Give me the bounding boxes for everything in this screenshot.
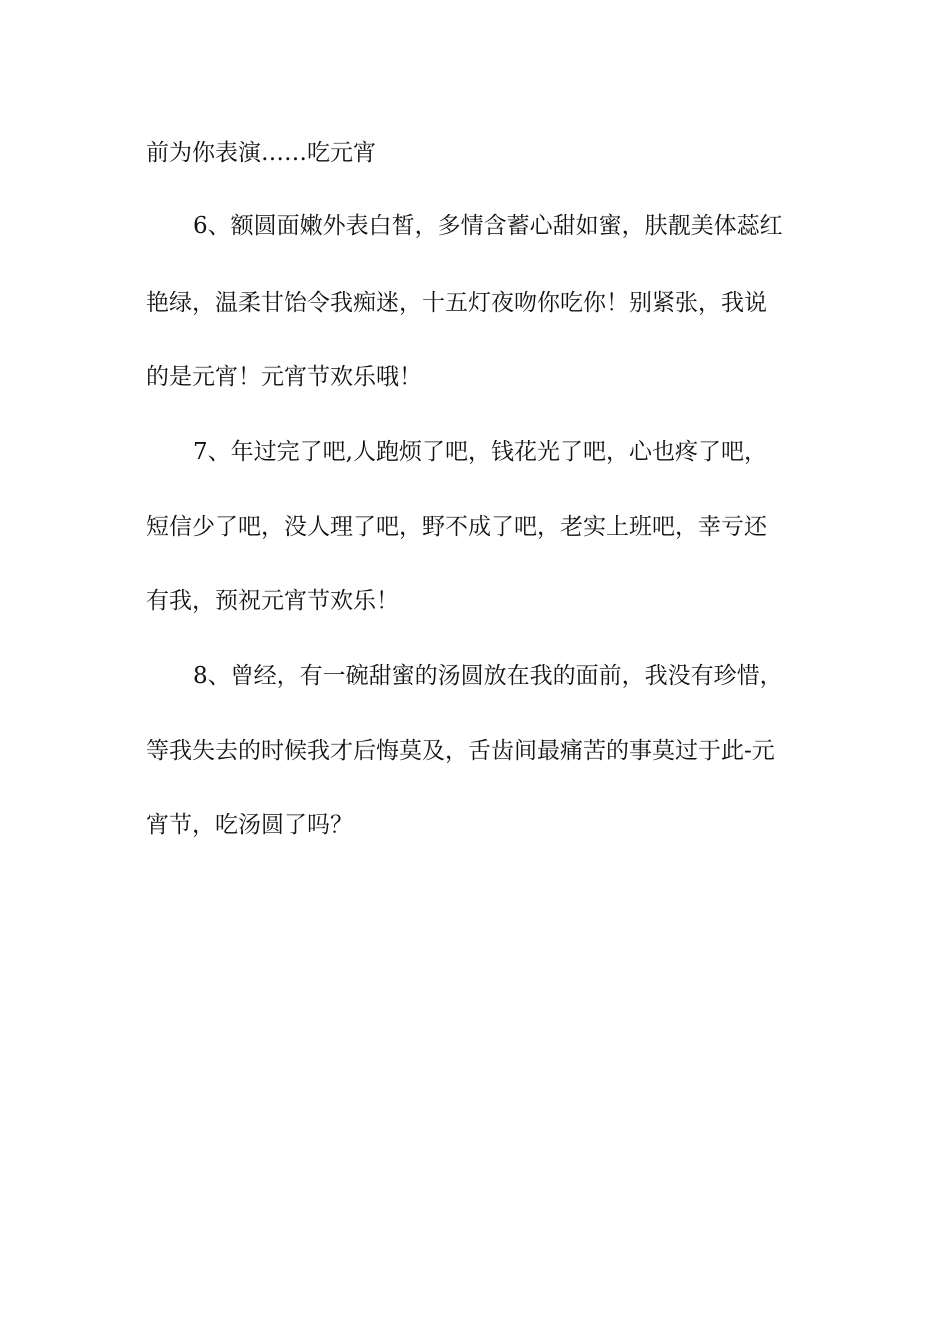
text-line: 前为你表演……吃元宵	[146, 140, 376, 166]
text-line: 艳绿，温柔甘饴令我痴迷，十五灯夜吻你吃你！别紧张，我说	[146, 290, 767, 316]
text-line: 的是元宵！元宵节欢乐哦！	[146, 364, 422, 390]
text-line: 有我，预祝元宵节欢乐！	[146, 588, 399, 614]
text-line: 宵节，吃汤圆了吗？	[146, 812, 353, 838]
text-line: 短信少了吧，没人理了吧，野不成了吧，老实上班吧，幸亏还	[146, 514, 767, 540]
paragraph-8-line-1: 8、曾经，有一碗甜蜜的汤圆放在我的面前，我没有珍惜，	[193, 663, 783, 689]
paragraph-6-line-1: 6、额圆面嫩外表白皙，多情含蓄心甜如蜜，肤靓美体蕊红	[193, 213, 783, 239]
paragraph-7-line-1: 7、年过完了吧,人跑烦了吧，钱花光了吧，心也疼了吧，	[193, 439, 767, 465]
text-line: 等我失去的时候我才后悔莫及，舌齿间最痛苦的事莫过于此-元	[146, 738, 775, 764]
